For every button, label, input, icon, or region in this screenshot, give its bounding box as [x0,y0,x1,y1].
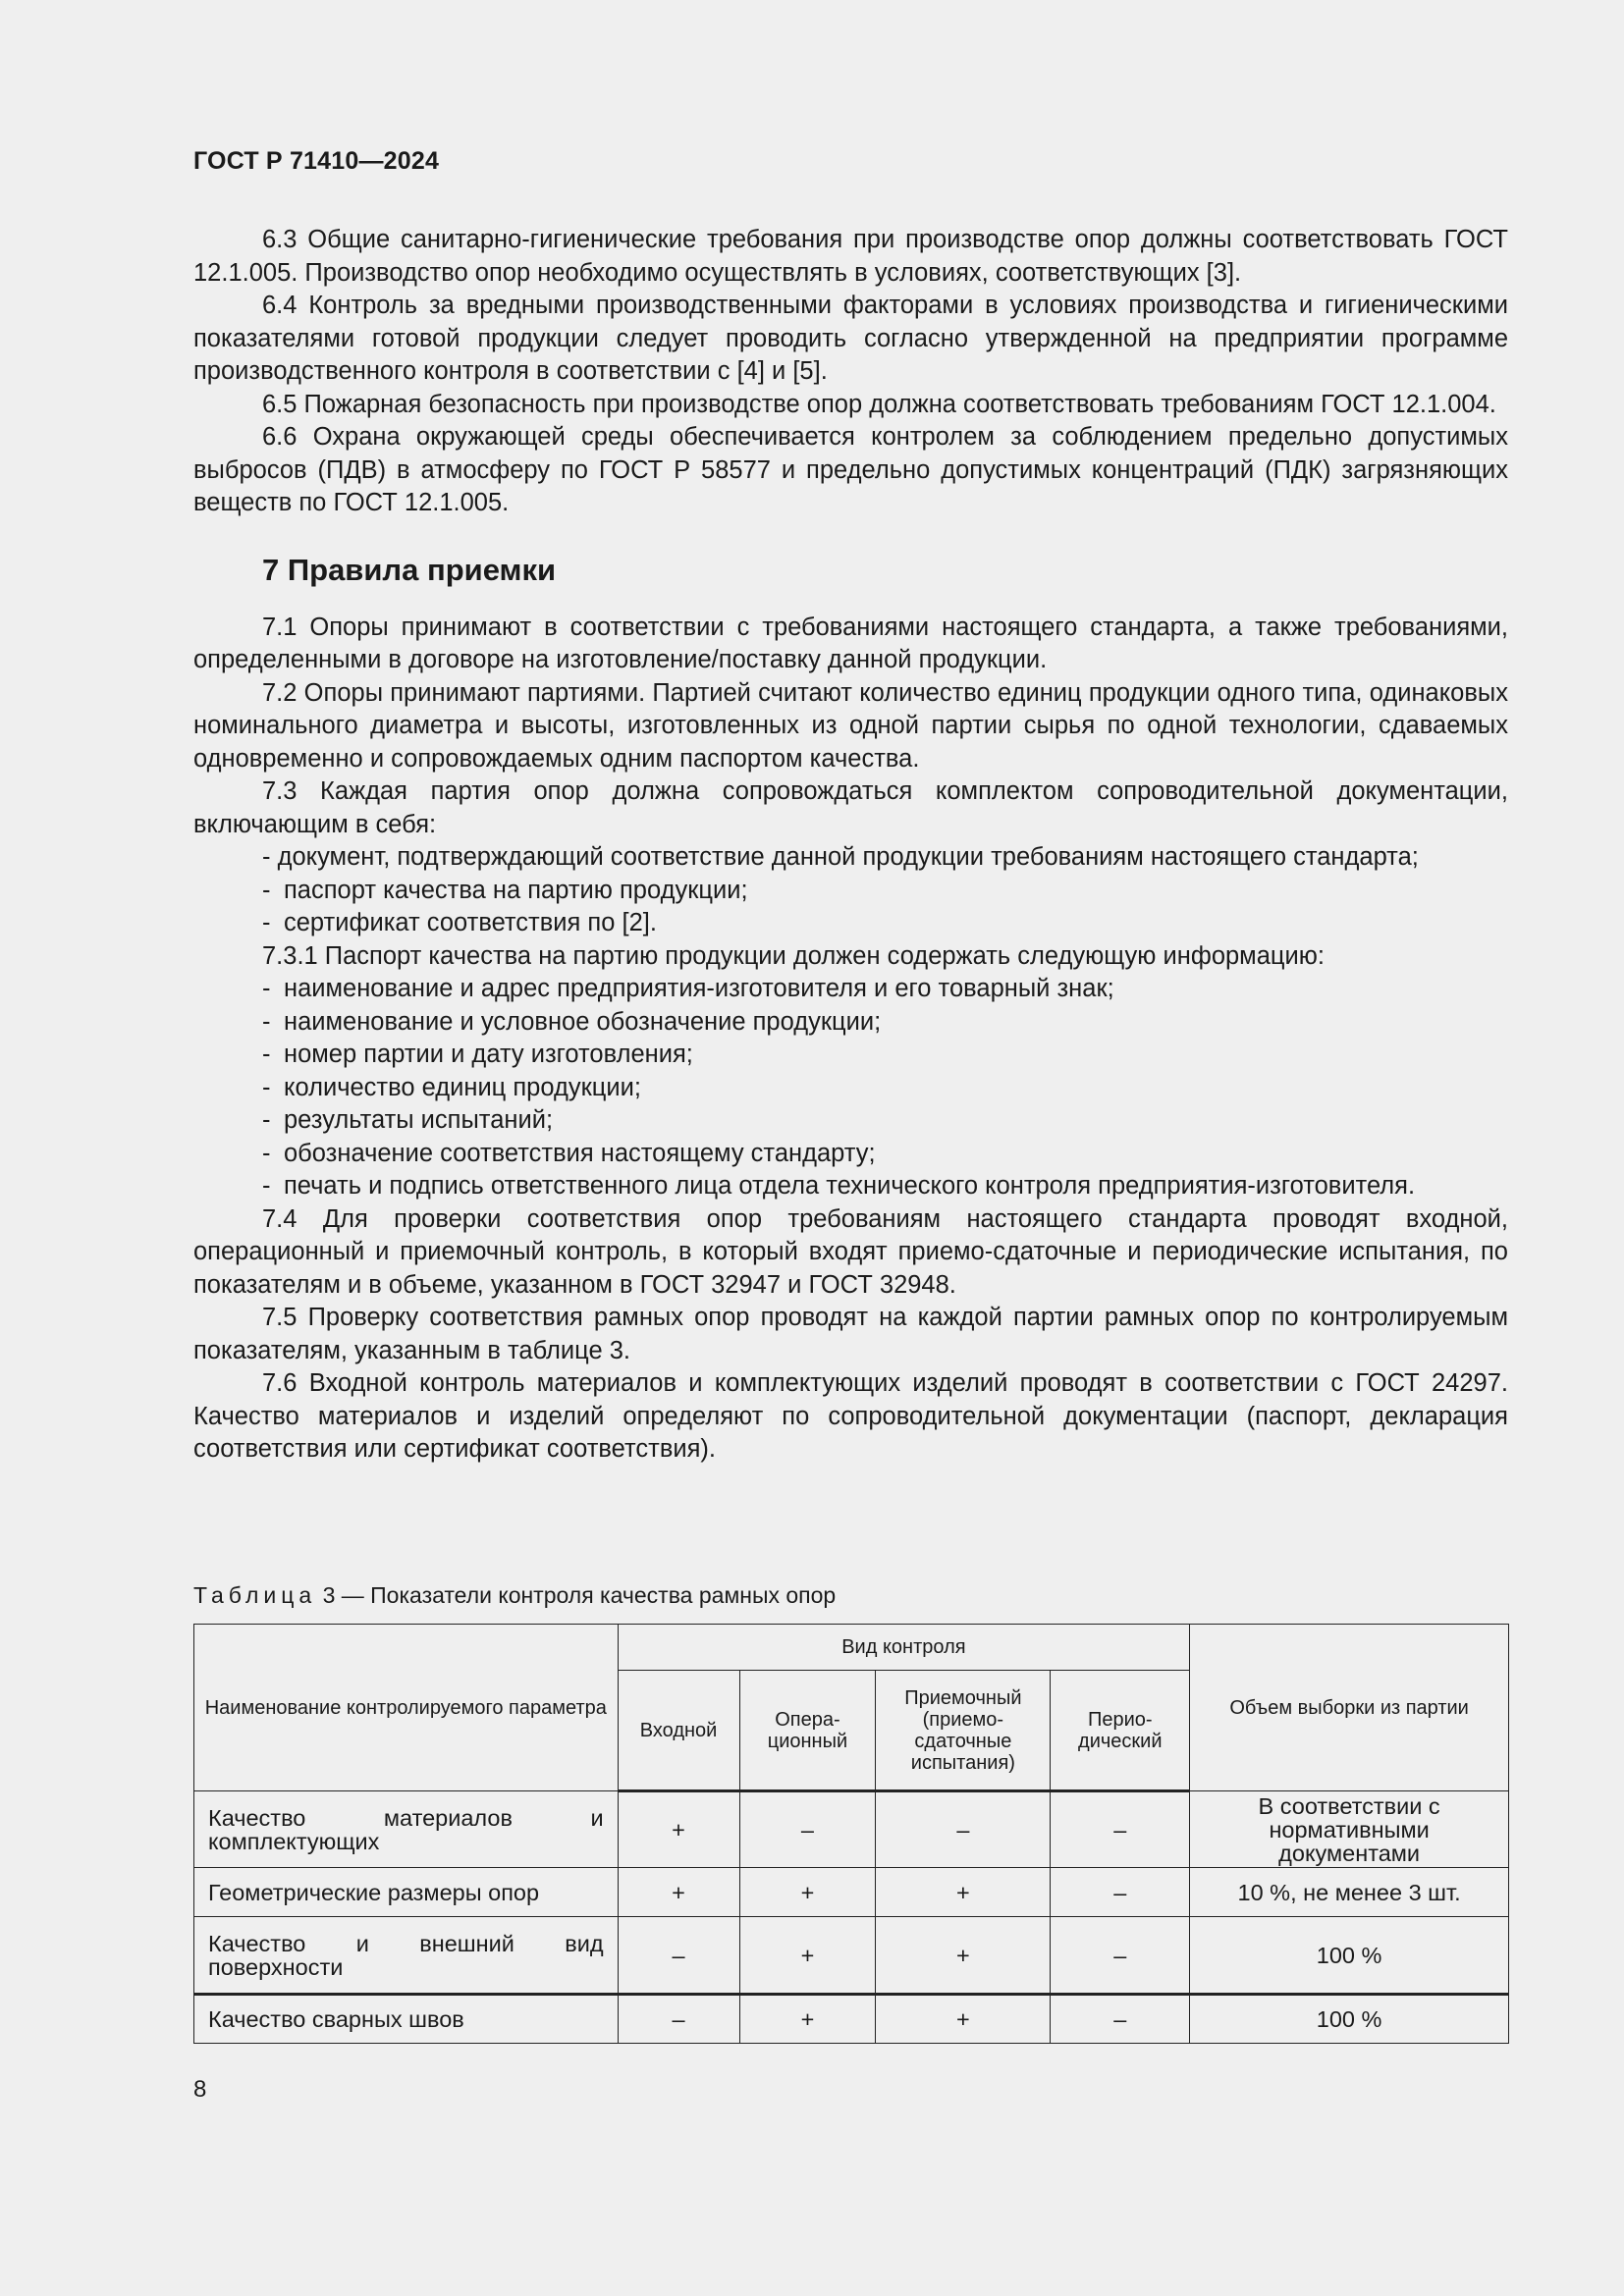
header-operational: Опера-ционный [739,1671,876,1791]
list-item: - обозначение соответствия настоящему стандарту; [262,1139,876,1167]
list-item: - наименование и адрес предприятия-изготовителя и его товарный знак; [262,975,1114,1002]
control-table [193,1624,1509,2044]
list-item: - сертификат соответствия по [2]. [262,909,657,936]
table-caption [193,1582,836,1609]
header-control-type: Вид контроля [618,1625,1190,1671]
list-item: - количество единиц продукции; [262,1073,641,1101]
list-item: - паспорт качества на партию продукции; [262,876,748,904]
list-item: - номер партии и дату изготовления; [262,1041,693,1068]
header-periodic: Перио-дический [1051,1671,1190,1791]
paragraph-6-5: 6.5 Пожарная безопасность при производстве опор должна соответствовать требованиям ГОСТ 12.1.004. [262,390,1496,418]
paragraph-7-4: 7.4 Для проверки соответствия опор требованиям настоящего стандарта проводят входной, операционный и приемочный контроль, в который входят приемо-сдаточные и периодические испытания, по показателям и в объеме, указанном в ГОСТ 32947 и ГОСТ 32948. [193,1204,1508,1299]
header-incoming: Входной [618,1671,739,1791]
page-number: 8 [193,2076,207,2103]
header-sample-size: Объем выборки из партии [1190,1625,1509,1791]
header-param: Наименование контролируемого параметра [194,1625,619,1791]
table-caption-title: 3 — Показатели контроля качества рамных опор [316,1582,837,1608]
list-item: - документ, подтверждающий соответствие данной продукции требованиям настоящего стандарта; [262,843,1419,871]
paragraph-7-6: 7.6 Входной контроль материалов и комплектующих изделий проводят в соответствии с ГОСТ 24297. Качество материалов и изделий определяют по сопроводительной документации (паспорт, декларация соответствия или сертификат соответствия). [193,1369,1508,1463]
paragraph-7-3: 7.3 Каждая партия опор должна сопровождаться комплектом сопроводительной документации, включающим в себя: [193,777,1508,838]
table-row: Геометрические размеры опор + + + – 10 %, не менее 3 шт. [194,1868,1509,1917]
paragraph-7-1: 7.1 Опоры принимают в соответствии с требованиями настоящего стандарта, а также требованиями, определенными в договоре на изготовление/поставку данной продукции. [193,613,1508,673]
paragraph-7-5: 7.5 Проверку соответствия рамных опор проводят на каждой партии рамных опор по контролируемым показателям, указанным в таблице 3. [193,1304,1508,1364]
header-acceptance: Приемочный (приемо-сдаточные испытания) [876,1671,1051,1791]
list-item: - результаты испытаний; [262,1106,554,1134]
doc-header: ГОСТ Р 71410—2024 [193,147,440,175]
table-caption-word: Таблица [193,1582,317,1608]
list-item: - наименование и условное обозначение продукции; [262,1007,882,1036]
paragraph-6-3: 6.3 Общие санитарно-гигиенические требования при производстве опор должны соответствовать ГОСТ 12.1.005. Производство опор необходимо осуществлять в условиях, соответствующих [3]. [193,226,1508,287]
table-row: Качество и внешний вид поверхности – + + – 100 % [194,1917,1509,1995]
section-7-title: 7 Правила приемки [262,552,557,587]
paragraph-7-2: 7.2 Опоры принимают партиями. Партией считают количество единиц продукции одного типа, одинаковых номинального диаметра и высоты, изготовленных из одной партии сырья по одной технологии, сдаваемых одновременно и сопровождаемых одним паспортом качества. [193,678,1508,773]
table-row: Качество материалов и комплектующих + – – – В соответствии с нормативными документами [194,1791,1509,1868]
list-item: - печать и подпись ответственного лица отдела технического контроля предприятия-изготовителя. [262,1172,1416,1200]
paragraph-7-3-1: 7.3.1 Паспорт качества на партию продукции должен содержать следующую информацию: [262,941,1325,970]
paragraph-6-6: 6.6 Охрана окружающей среды обеспечивается контролем за соблюдением предельно допустимых выбросов (ПДВ) в атмосферу по ГОСТ Р 58577 и предельно допустимых концентраций (ПДК) загрязняющих веществ по ГОСТ 12.1.005. [193,423,1508,516]
table-row: Качество сварных швов – + + – 100 % [194,1995,1509,2044]
paragraph-6-4: 6.4 Контроль за вредными производственными факторами в условиях производства и гигиеническими показателями готовой продукции следует проводить согласно утвержденной на предприятии программе производственного контроля в соответствии с [4] и [5]. [193,292,1508,385]
body-text [193,224,1508,1467]
